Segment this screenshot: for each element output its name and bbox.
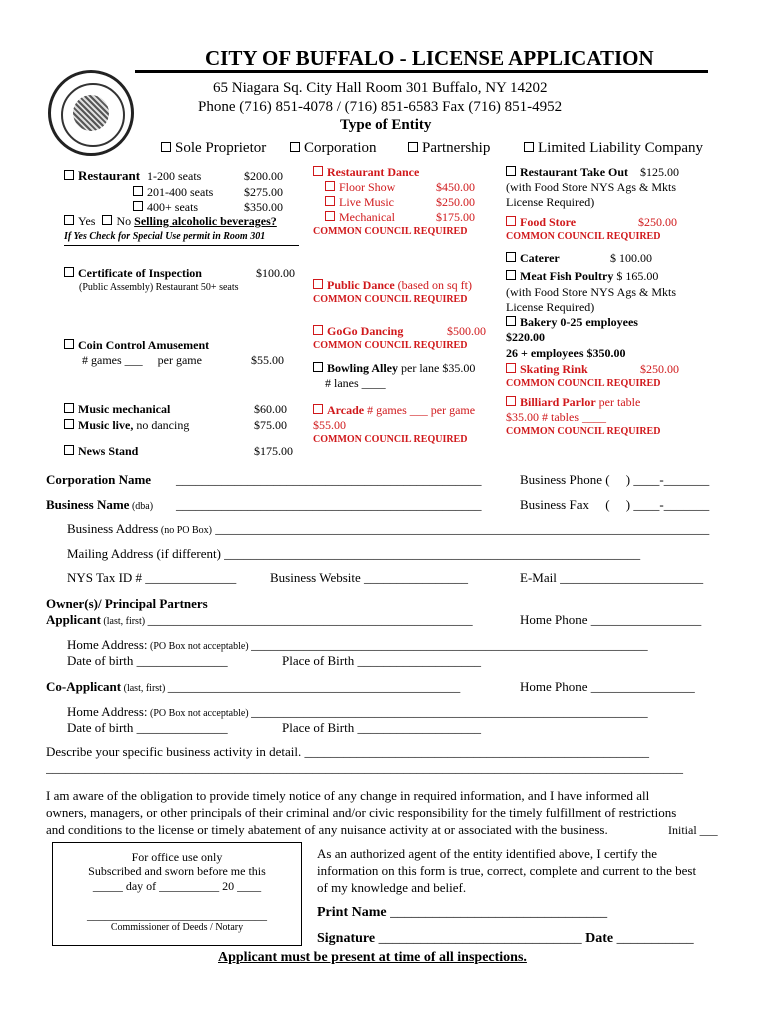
food-store-price: $250.00: [638, 215, 677, 229]
print-name-field[interactable]: [317, 905, 607, 921]
yes-label: Yes: [78, 214, 96, 228]
bowling-option[interactable]: [313, 361, 475, 376]
checkbox-icon[interactable]: [64, 339, 74, 349]
bowling-label: Bowling Alley: [327, 361, 399, 375]
checkbox-icon[interactable]: [64, 403, 74, 413]
checkbox-icon[interactable]: [313, 362, 323, 372]
rest-dance-label: Restaurant Dance: [327, 165, 420, 179]
music-mech-price: $60.00: [254, 402, 287, 416]
cert-label: Certificate of Inspection: [78, 266, 202, 280]
coin-label: Coin Control Amusement: [78, 338, 210, 352]
describe-line-2[interactable]: __________________________________________________________________________________________________: [46, 760, 683, 775]
no-label: No: [116, 214, 132, 228]
city-seal-logo: [48, 70, 134, 156]
checkbox-icon[interactable]: [325, 211, 335, 221]
council-required: COMMON COUNCIL REQUIRED: [313, 294, 468, 305]
food-store-label: Food Store: [520, 215, 577, 229]
coin-sub: # games ___ per game: [82, 353, 202, 367]
home-address-field[interactable]: [67, 637, 648, 653]
entity-corporation[interactable]: [290, 140, 377, 157]
caterer-label: Caterer: [520, 251, 560, 265]
floor-show-price: $450.00: [436, 180, 475, 194]
music-live-label: Music live,: [78, 418, 134, 432]
entity-label: Limited Liability Company: [538, 140, 703, 156]
checkbox-icon[interactable]: [506, 396, 516, 406]
applicant-input[interactable]: __________________________________________________: [147, 612, 473, 627]
pob-field[interactable]: Place of Birth ___________________: [282, 653, 481, 668]
co-applicant-label: Co-Applicant: [46, 679, 122, 694]
billiard-label: Billiard Parlor: [520, 395, 596, 409]
applicant-row: [46, 612, 473, 628]
co-home-address-field[interactable]: [67, 704, 648, 720]
signature-field[interactable]: [317, 931, 694, 947]
checkbox-icon[interactable]: [313, 325, 323, 335]
skating-option[interactable]: [506, 362, 588, 377]
billiard-line-2: $35.00 # tables ____: [506, 410, 606, 424]
seal-center: [73, 95, 109, 131]
checkbox-icon[interactable]: [506, 166, 516, 176]
restaurant-seats-1: 1-200 seats: [147, 169, 202, 183]
entity-label: Sole Proprietor: [175, 140, 267, 156]
gogo-label: GoGo Dancing: [327, 324, 404, 338]
takeout-price: $125.00: [640, 165, 679, 179]
print-name-input[interactable]: _______________________________: [386, 905, 608, 920]
takeout-note-1: (with Food Store NYS Ags & Mkts: [506, 180, 677, 194]
checkbox-icon[interactable]: [161, 142, 171, 152]
news-price: $175.00: [254, 444, 293, 458]
mailing-address-field[interactable]: Mailing Address (if different) ________________________________________________________________: [67, 546, 641, 561]
council-required: COMMON COUNCIL REQUIRED: [313, 340, 468, 351]
entity-heading: Type of Entity: [340, 117, 432, 133]
tax-id-field[interactable]: NYS Tax ID # ______________: [67, 570, 237, 585]
checkbox-icon[interactable]: [313, 404, 323, 414]
arcade-option[interactable]: [313, 403, 475, 418]
corp-name-input[interactable]: _______________________________________________: [176, 472, 482, 487]
mechanical-label: Mechanical: [339, 210, 395, 224]
arcade-price: $55.00: [313, 418, 346, 432]
signature-label: Signature: [317, 931, 376, 946]
co-applicant-row: [46, 679, 460, 695]
business-phone-field[interactable]: Business Phone ( ) ____-_______: [520, 472, 710, 487]
entity-sole-proprietor[interactable]: [161, 140, 266, 157]
checkbox-icon[interactable]: [506, 270, 516, 280]
restaurant-seats-2[interactable]: [133, 185, 213, 200]
music-live-option[interactable]: [64, 418, 189, 433]
checkbox-icon[interactable]: [325, 181, 335, 191]
music-live-note: no dancing: [133, 418, 190, 432]
mechanical-price: $175.00: [436, 210, 475, 224]
applicant-label: Applicant: [46, 612, 101, 627]
office-line-2: Subscribed and sworn before me this: [88, 864, 266, 878]
home-address-input[interactable]: _____________________________________________________________: [251, 637, 648, 652]
checkbox-icon[interactable]: [133, 201, 143, 211]
meat-price: $ 165.00: [613, 269, 659, 283]
coin-option[interactable]: [64, 338, 209, 353]
last-first-note: (last, first): [121, 683, 168, 694]
co-dob-field[interactable]: Date of birth ______________: [67, 720, 228, 735]
checkbox-icon[interactable]: [506, 216, 516, 226]
print-name-label: Print Name: [317, 905, 387, 920]
co-home-phone-field[interactable]: Home Phone ________________: [520, 679, 695, 694]
live-music-option[interactable]: [325, 195, 394, 210]
cert-price: $100.00: [256, 266, 295, 280]
arcade-note: # games ___ per game: [364, 403, 476, 417]
business-fax-field[interactable]: Business Fax ( ) ____-_______: [520, 497, 710, 512]
business-name-input[interactable]: _______________________________________________: [176, 497, 482, 512]
council-required: COMMON COUNCIL REQUIRED: [506, 378, 661, 389]
dob-field[interactable]: Date of birth ______________: [67, 653, 228, 668]
po-not-note: (PO Box not acceptable): [147, 641, 252, 652]
live-music-price: $250.00: [436, 195, 475, 209]
seats-label: 400+ seats: [147, 200, 199, 214]
certify-line-3: of my knowledge and belief.: [317, 880, 467, 895]
dba-text: (dba): [129, 501, 154, 512]
meat-note-2: License Required): [506, 300, 595, 314]
caterer-price: $ 100.00: [610, 251, 652, 265]
meat-note-1: (with Food Store NYS Ags & Mkts: [506, 285, 677, 299]
news-label: News Stand: [78, 444, 139, 458]
checkbox-icon[interactable]: [290, 142, 300, 152]
takeout-option[interactable]: [506, 165, 628, 180]
bakery-price: $220.00: [506, 330, 545, 344]
notice-line-3: and conditions to the license or timely abatement of any nuisance activity at or associated with the business.: [46, 822, 608, 837]
alcohol-row: [64, 214, 277, 229]
date-label: Date: [585, 931, 614, 946]
office-line-1: For office use only: [131, 850, 223, 864]
office-line-3: _____ day of __________ 20 ____: [92, 879, 262, 893]
restaurant-label: Restaurant: [78, 168, 141, 183]
home-address-label: Home Address:: [67, 704, 148, 719]
office-line-5: Commissioner of Deeds / Notary: [110, 922, 244, 933]
checkbox-icon[interactable]: [313, 166, 323, 176]
checkbox-icon[interactable]: [506, 363, 516, 373]
takeout-label: Restaurant Take Out: [520, 165, 629, 179]
skating-price: $250.00: [640, 362, 679, 376]
council-required: COMMON COUNCIL REQUIRED: [506, 426, 661, 437]
checkbox-icon[interactable]: [524, 142, 534, 152]
website-field[interactable]: Business Website ________________: [270, 570, 469, 585]
date-input[interactable]: ___________: [613, 931, 694, 946]
meat-label: Meat Fish Poultry: [520, 269, 614, 283]
news-stand-option[interactable]: [64, 444, 138, 459]
po-not-note: (PO Box not acceptable): [147, 708, 252, 719]
gogo-option[interactable]: [313, 324, 403, 339]
public-dance-label: Public Dance: [327, 278, 395, 292]
skating-label: Skating Rink: [520, 362, 588, 376]
food-store-option[interactable]: [506, 215, 576, 230]
restaurant-seats-3[interactable]: [133, 200, 198, 215]
alcohol-question: Selling alcoholic beverages?: [134, 214, 277, 228]
checkbox-icon[interactable]: [408, 142, 418, 152]
biz-address-line[interactable]: ____________________________________________________________________________: [212, 521, 710, 536]
initial-field[interactable]: Initial ___: [668, 823, 718, 837]
music-live-price: $75.00: [254, 418, 287, 432]
no-po-note: (no PO Box): [158, 525, 212, 536]
music-mech-option[interactable]: [64, 402, 170, 417]
lanes-field[interactable]: # lanes ____: [325, 376, 386, 390]
council-required: COMMON COUNCIL REQUIRED: [506, 231, 661, 242]
home-phone-field[interactable]: Home Phone _________________: [520, 612, 702, 627]
cert-inspection-option[interactable]: [64, 266, 202, 281]
council-required: COMMON COUNCIL REQUIRED: [313, 434, 468, 445]
restaurant-price-1: $200.00: [244, 169, 283, 183]
floor-show-option[interactable]: [325, 180, 395, 195]
checkbox-icon[interactable]: [64, 170, 74, 180]
music-mech-label: Music mechanical: [78, 402, 171, 416]
office-address: 65 Niagara Sq. City Hall Room 301 Buffalo, NY 14202: [213, 80, 548, 96]
bakery-option[interactable]: [506, 315, 638, 330]
home-address-label: Home Address:: [67, 637, 148, 652]
checkbox-icon[interactable]: [506, 252, 516, 262]
restaurant-option[interactable]: [64, 168, 140, 184]
business-address-field[interactable]: [67, 521, 709, 537]
bakery-label: Bakery 0-25 employees: [520, 315, 638, 329]
entity-partnership[interactable]: [408, 140, 490, 157]
office-line-4: ______________________________: [87, 908, 267, 922]
checkbox-icon[interactable]: [506, 316, 516, 326]
council-required: COMMON COUNCIL REQUIRED: [313, 226, 468, 237]
checkbox-icon[interactable]: [64, 267, 74, 277]
mechanical-option[interactable]: [325, 210, 395, 225]
certify-line-2: information on this form is true, correct, complete and current to the best: [317, 863, 697, 878]
entity-label: Corporation: [304, 140, 377, 156]
public-dance-option[interactable]: [313, 278, 472, 293]
yes-checkbox[interactable]: [64, 215, 74, 225]
seats-label: 201-400 seats: [147, 185, 214, 199]
cert-note: (Public Assembly) Restaurant 50+ seats: [79, 282, 239, 293]
owners-heading: Owner(s)/ Principal Partners: [46, 596, 208, 611]
page-title: CITY OF BUFFALO - LICENSE APPLICATION: [205, 46, 654, 70]
title-rule: [135, 70, 708, 73]
checkbox-icon[interactable]: [133, 186, 143, 196]
special-use-note: If Yes Check for Special Use permit in Room 301: [64, 231, 266, 242]
certify-line-1: As an authorized agent of the entity identified above, I certify the: [317, 846, 658, 861]
checkbox-icon[interactable]: [64, 419, 74, 429]
divider: [64, 245, 299, 246]
restaurant-price-3: $350.00: [244, 200, 283, 214]
co-applicant-input[interactable]: _____________________________________________: [167, 679, 461, 694]
public-dance-note: (based on sq ft): [394, 278, 472, 292]
entity-llc[interactable]: [524, 140, 703, 157]
floor-show-label: Floor Show: [339, 180, 396, 194]
restaurant-price-2: $275.00: [244, 185, 283, 199]
gogo-price: $500.00: [447, 324, 486, 338]
bowling-note: per lane $35.00: [398, 361, 476, 375]
entity-label: Partnership: [422, 140, 491, 156]
corp-name-label: Corporation Name: [46, 472, 152, 487]
biz-address-label: Business Address: [67, 521, 159, 536]
checkbox-icon[interactable]: [313, 279, 323, 289]
business-name-label: [46, 497, 153, 513]
signature-input[interactable]: _____________________________: [375, 931, 582, 946]
restaurant-dance-option[interactable]: [313, 165, 419, 180]
biz-name-text: Business Name: [46, 497, 130, 512]
co-home-address-input[interactable]: _____________________________________________________________: [251, 704, 648, 719]
email-field[interactable]: E-Mail ______________________: [520, 570, 704, 585]
billiard-option[interactable]: [506, 395, 640, 410]
notice-line-1: I am aware of the obligation to provide timely notice of any change in required information, and I have informed all: [46, 788, 650, 803]
checkbox-icon[interactable]: [325, 196, 335, 206]
office-phones: Phone (716) 851-4078 / (716) 851-6583 Fax (716) 851-4952: [198, 99, 563, 115]
describe-field[interactable]: Describe your specific business activity in detail. _____________________________________________________: [46, 744, 649, 759]
notice-line-2: owners, managers, or other principals of their criminal and/or civic responsibility for the timely fulfillment of restrictions: [46, 805, 677, 820]
bakery-large: 26 + employees $350.00: [506, 346, 626, 360]
arcade-label: Arcade: [327, 403, 365, 417]
checkbox-icon[interactable]: [64, 445, 74, 455]
coin-price: $55.00: [251, 353, 284, 367]
billiard-note: per table: [595, 395, 641, 409]
live-music-label: Live Music: [339, 195, 394, 209]
no-checkbox[interactable]: [102, 215, 112, 225]
caterer-option[interactable]: [506, 251, 560, 266]
co-pob-field[interactable]: Place of Birth ___________________: [282, 720, 481, 735]
takeout-note-2: License Required): [506, 195, 595, 209]
last-first-note: (last, first): [100, 616, 148, 627]
meat-option[interactable]: [506, 269, 658, 284]
presence-notice: Applicant must be present at time of all inspections.: [218, 950, 527, 965]
